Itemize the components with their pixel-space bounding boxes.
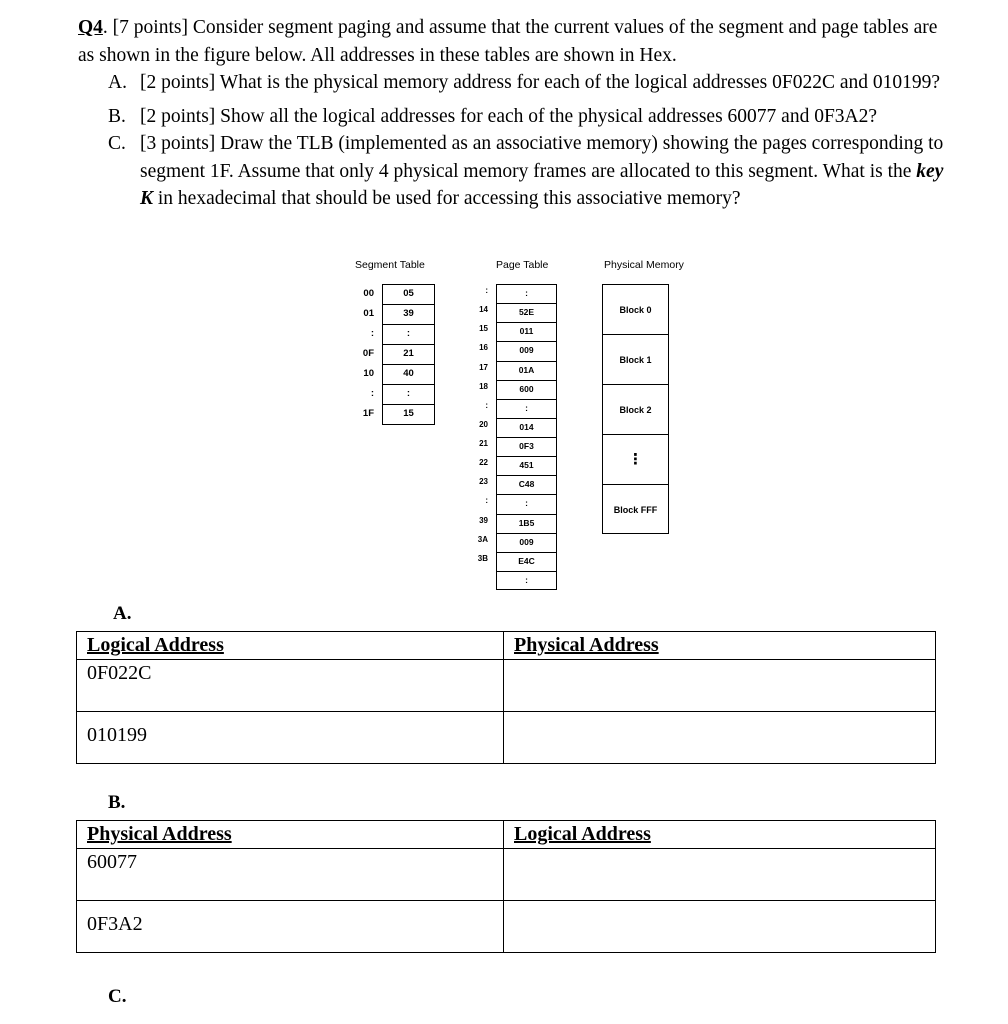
physical-memory-title: Physical Memory — [604, 259, 684, 271]
part-c-heading: C. — [108, 986, 127, 1007]
segment-table-entry: 15 — [403, 408, 414, 419]
memory-block-divider — [602, 384, 669, 385]
page-index-label: 18 — [479, 381, 488, 391]
page-table-entry: 451 — [519, 460, 534, 471]
segment-index-label: 1F — [362, 408, 374, 419]
part-a-col-logical: Logical Address — [77, 632, 504, 660]
page-row-divider — [496, 361, 557, 362]
page-table-entry: 52E — [518, 307, 535, 318]
page-row-divider — [496, 380, 557, 381]
page-row-divider — [496, 533, 557, 534]
segment-index-label: 01 — [363, 308, 374, 319]
part-a-col-physical: Physical Address — [504, 632, 936, 660]
memory-block: Block 2 — [619, 405, 652, 415]
segment-table-entry: 40 — [403, 368, 414, 379]
part-b-physical-cell: 0F3A2 — [77, 901, 504, 953]
memory-block-divider — [602, 484, 669, 485]
part-b-physical-cell: 60077 — [77, 849, 504, 901]
segment-row-divider — [382, 324, 435, 325]
memory-block: Block 0 — [619, 305, 652, 315]
page-index-label: : — [485, 496, 488, 506]
page-row-divider — [496, 552, 557, 553]
segment-index-label: : — [370, 328, 374, 339]
page-index-label: 22 — [479, 458, 488, 468]
page-index-label: 39 — [479, 515, 488, 525]
segment-table-entry: 21 — [403, 348, 414, 359]
page-table-entry: 0F3 — [519, 441, 534, 451]
part-a-logical-cell: 0F022C — [77, 660, 504, 712]
segment-index-label: 0F — [362, 348, 374, 359]
page-table-title: Page Table — [496, 259, 549, 271]
question-part-b: B. [2 points] Show all the logical addresses for each of the physical addresses 60077 and 0F3A2? — [108, 105, 878, 127]
question-intro: Q4. [7 points] Consider segment paging and assume that the current values of the segment and page tables are as shown in the figure below. All addresses in these tables are shown in Hex. — [78, 17, 938, 66]
page-row-divider — [496, 322, 557, 323]
page-index-label: : — [485, 286, 488, 295]
memory-block: ⋮ — [628, 451, 643, 468]
page-table-entry: 600 — [519, 383, 534, 394]
part-b-logical-answer[interactable] — [504, 849, 936, 901]
page-table-entry: 1B5 — [518, 517, 535, 528]
segment-row-divider — [382, 384, 435, 385]
segment-index-label: 00 — [363, 288, 374, 299]
page-index-label: 16 — [479, 343, 488, 353]
page-table-entry: 01A — [518, 364, 535, 375]
segment-index-label: 10 — [363, 368, 374, 379]
page-index-label: 21 — [479, 439, 488, 448]
page-row-divider — [496, 456, 557, 457]
page-row-divider — [496, 571, 557, 572]
table-row — [77, 849, 936, 901]
key-k-emphasis: key K — [140, 160, 944, 209]
part-b-heading: B. — [108, 792, 126, 813]
memory-block-divider — [602, 334, 669, 335]
segment-table-title: Segment Table — [355, 259, 425, 271]
page-row-divider — [496, 494, 557, 495]
page-index-label: 3A — [477, 534, 488, 544]
part-b-col-logical: Logical Address — [504, 821, 936, 849]
page-index-label: : — [485, 400, 488, 410]
memory-block: Block 1 — [619, 355, 652, 365]
segment-index-label: : — [370, 388, 374, 399]
part-b-table — [76, 820, 936, 953]
part-a-physical-answer[interactable] — [504, 712, 936, 764]
part-a-physical-answer[interactable] — [504, 660, 936, 712]
part-a-heading: A. — [113, 603, 132, 624]
page-index-label: 14 — [479, 305, 488, 315]
page-table-entry: 014 — [519, 421, 534, 432]
segment-row-divider — [382, 304, 435, 305]
page-index-label: 15 — [479, 324, 488, 334]
segment-table-entry: 39 — [403, 308, 414, 319]
segment-table-entry: : — [406, 388, 411, 399]
page-index-label: 23 — [479, 477, 488, 487]
page-table-entry: 009 — [519, 536, 534, 547]
question-number: Q4 — [78, 17, 103, 38]
page-row-divider — [496, 399, 557, 400]
page-row-divider — [496, 475, 557, 476]
page-index-label: 20 — [479, 419, 488, 429]
page-row-divider — [496, 514, 557, 515]
segment-table-entry: : — [406, 328, 411, 339]
table-row — [77, 901, 936, 953]
segment-row-divider — [382, 344, 435, 345]
page-row-divider — [496, 437, 557, 438]
table-row — [77, 712, 936, 764]
page-index-label: 17 — [479, 362, 488, 372]
part-b-logical-answer[interactable] — [504, 901, 936, 953]
page-table-entry: : — [525, 402, 528, 413]
page-row-divider — [496, 303, 557, 304]
page-row-divider — [496, 341, 557, 342]
page-table-entry: 009 — [519, 345, 534, 356]
part-a-logical-cell: 010199 — [77, 712, 504, 764]
table-row — [77, 660, 936, 712]
segment-table-entry: 05 — [403, 288, 414, 299]
page-index-label: 3B — [477, 553, 488, 563]
memory-block-divider — [602, 434, 669, 435]
page-table-entry: E4C — [518, 555, 535, 566]
part-a-table — [76, 631, 936, 764]
page-table-entry: 011 — [519, 326, 534, 337]
memory-block: Block FFF — [613, 505, 658, 515]
question-part-c: C. [3 points] Draw the TLB (implemented as an associative memory) showing the pages corresponding to segment 1F. Assume that only 4 physical memory frames are allocated to this segment. What is the key K in hexadecimal that should be used for accessing this associative memory? — [108, 133, 944, 209]
page-row-divider — [496, 418, 557, 419]
question-part-a: A. [2 points] What is the physical memory address for each of the logical addresses 0F022C and 010199? — [108, 72, 941, 93]
page-table-entry: : — [525, 574, 528, 585]
page-table-entry: C48 — [518, 479, 535, 490]
page-table-entry: : — [525, 288, 528, 298]
page-table-entry: : — [525, 498, 528, 509]
part-b-col-physical: Physical Address — [77, 821, 504, 849]
segment-row-divider — [382, 404, 435, 405]
segment-row-divider — [382, 364, 435, 365]
